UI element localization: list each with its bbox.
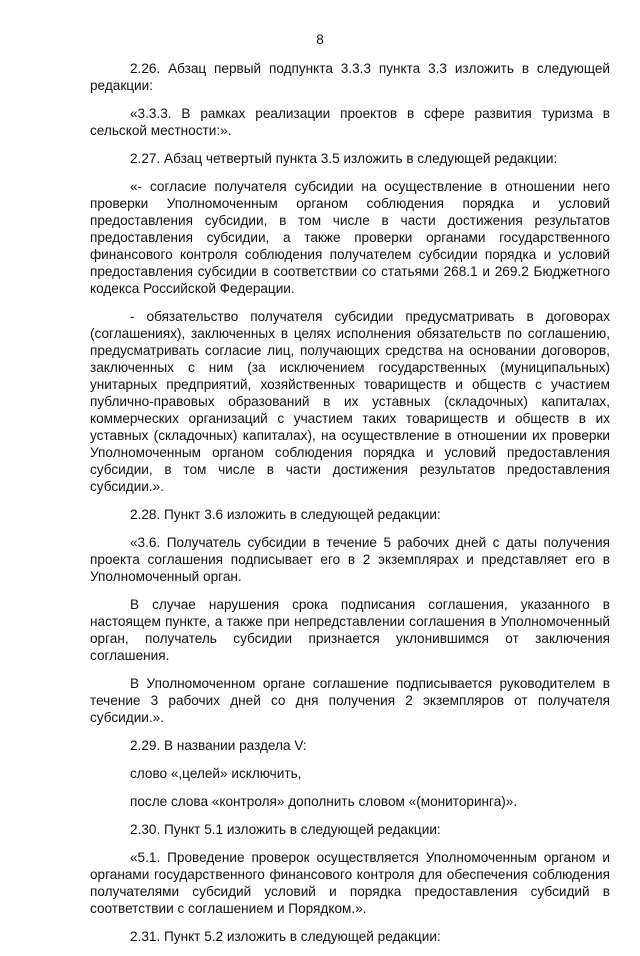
paragraph-word-add: после слова «контроля» дополнить словом «(мониторинга)».: [130, 794, 518, 809]
paragraph-2-28: 2.28. Пункт 3.6 изложить в следующей редакции:: [130, 507, 441, 522]
paragraph-3-3-3-quote: «3.3.3. В рамках реализации проектов в сфере развития туризма в сельской местности:».: [90, 106, 610, 138]
paragraph-5-1-quote: «5.1. Проведение проверок осуществляется Уполномоченным органом и органами государственного финансового контроля для обеспечения соблюдения получателями субсидий условий и порядка предоставления субсидий в соответствии с соглашением и Порядком.».: [90, 850, 610, 916]
paragraph-2-26: 2.26. Абзац первый подпункта 3.3.3 пункта 3.3 изложить в следующей редакции:: [90, 61, 610, 93]
paragraph-consent-clause: «- согласие получателя субсидии на осуществление в отношении него проверки Уполномоченным органом соблюдения порядка и условий предоставления субсидии, в том числе в части достижения результатов предоставления субсидии, а также проверки органами государственного финансового контроля соблюдения получателем субсидии порядка и условий предоставления субсидии в соответствии со статьями 268.1 и 269.2 Бюджетного кодекса Российской Федерации.: [90, 179, 610, 296]
paragraph-2-30: 2.30. Пункт 5.1 изложить в следующей редакции:: [130, 822, 441, 837]
paragraph-2-27: 2.27. Абзац четвертый пункта 3.5 изложить в следующей редакции:: [130, 151, 558, 166]
paragraph-deadline-violation: В случае нарушения срока подписания соглашения, указанного в настоящем пункте, а также при непредставлении соглашения в Уполномоченный орган, получатель субсидии признается уклонившимся от заключения соглашения.: [90, 597, 610, 663]
paragraph-word-exclude: слово «,целей» исключить,: [130, 766, 302, 781]
paragraph-obligation-clause: - обязательство получателя субсидии предусматривать в договорах (соглашениях), заключенных в целях исполнения обязательств по соглашению, предусматривать согласие лиц, получающих средства на основании договоров, заключенных с ним (за исключением государственных (муниципальных) унитарных предприятий, хозяйственных товариществ и обществ с участием публично-правовых образований в их уставных (складочных) капиталах, коммерческих организаций с участием таких товариществ и обществ в их уставных (складочных) капиталах), на осуществление в отношении их проверки Уполномоченным органом соблюдения порядка и условий предоставления субсидии, в том числе в части достижения результатов предоставления субсидии.».: [90, 309, 610, 494]
document-body: [90, 60, 610, 956]
paragraph-2-29: 2.29. В названии раздела V:: [130, 738, 307, 753]
page-number: 8: [316, 32, 324, 47]
paragraph-signing: В Уполномоченном органе соглашение подписывается руководителем в течение 3 рабочих дней со дня получения 2 экземпляров от получателя субсидии.».: [90, 676, 610, 725]
paragraph-3-6-quote: «3.6. Получатель субсидии в течение 5 рабочих дней с даты получения проекта соглашения подписывает его в 2 экземплярах и представляет его в Уполномоченный орган.: [90, 535, 610, 584]
paragraph-2-31: 2.31. Пункт 5.2 изложить в следующей редакции:: [130, 929, 441, 944]
